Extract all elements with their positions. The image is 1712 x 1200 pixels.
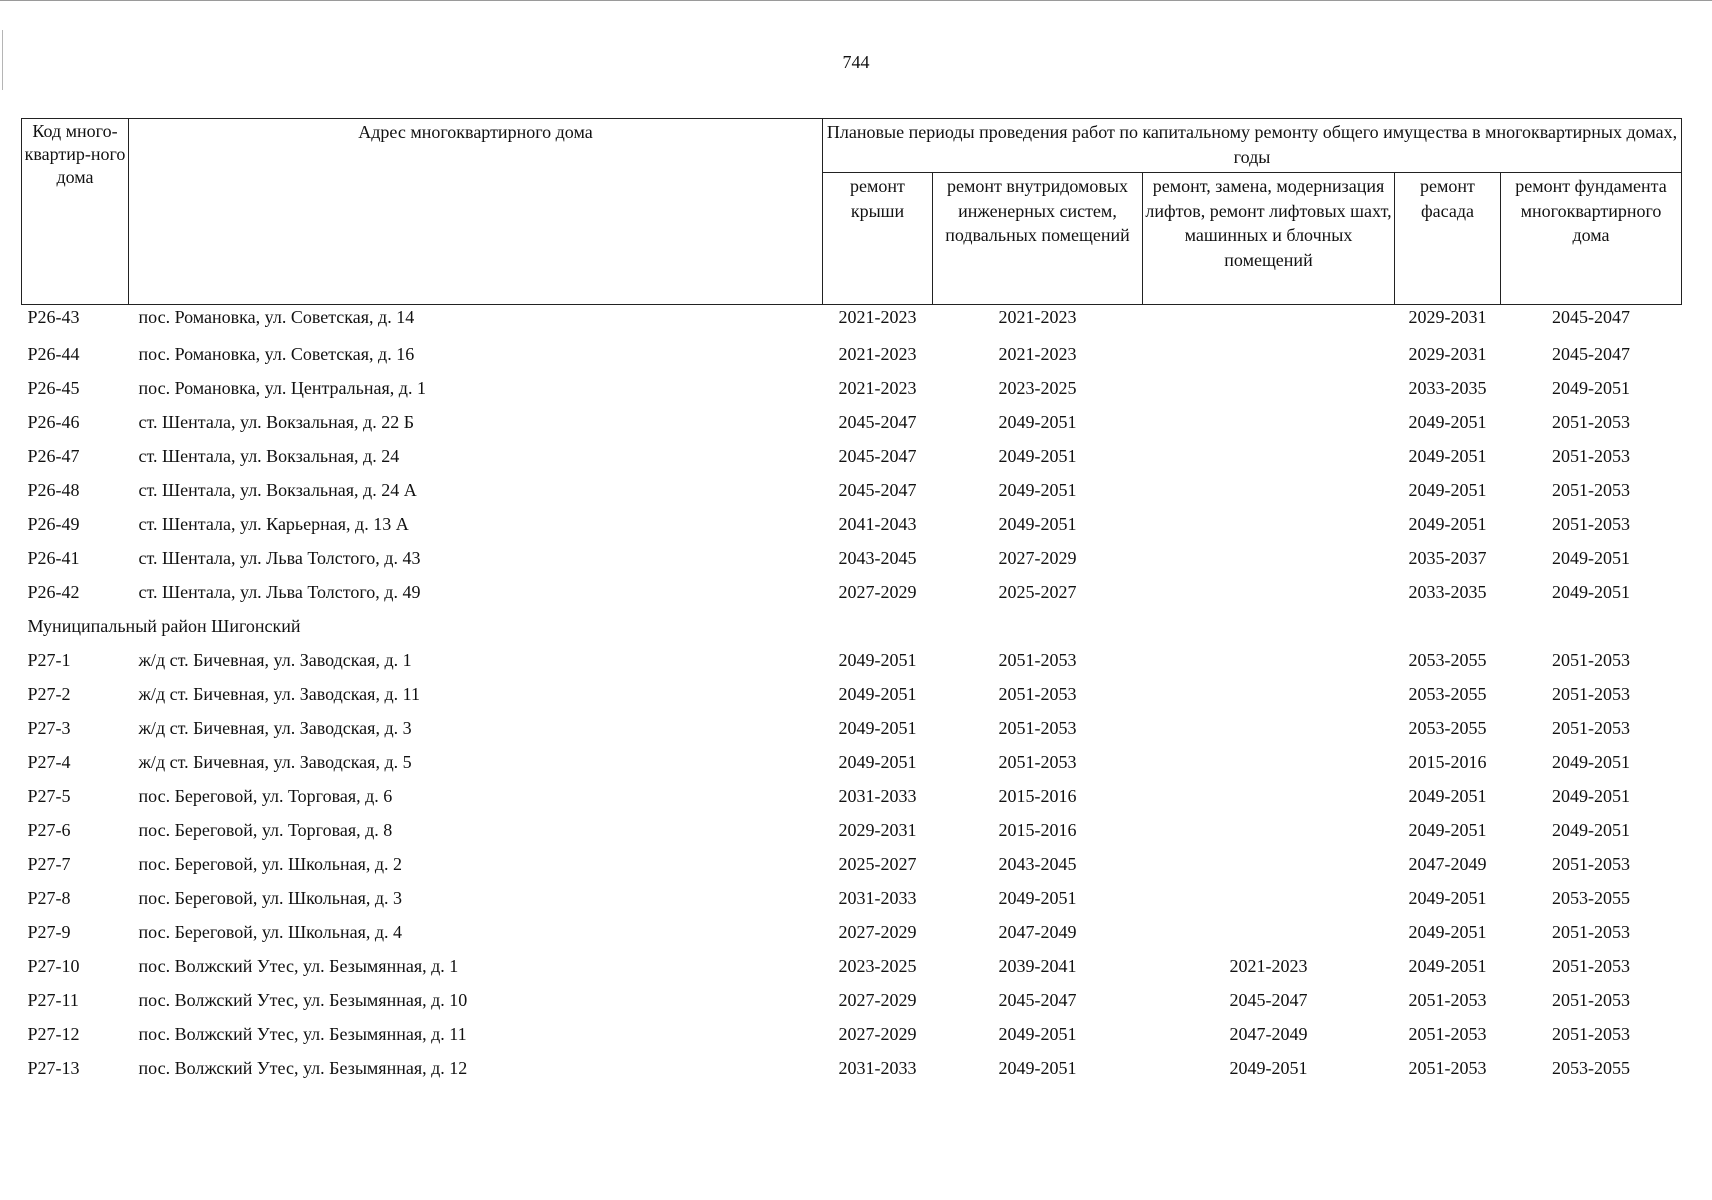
cell-elevators <box>1143 711 1395 745</box>
cell-systems: 2049-2051 <box>998 514 1077 534</box>
table-row <box>22 711 1682 745</box>
cell-code: Р27-4 <box>27 752 71 772</box>
cell-roof: 2027-2029 <box>838 922 917 942</box>
cell-systems: 2051-2053 <box>998 752 1077 772</box>
cell-elevators: 2047-2049 <box>1229 1024 1308 1044</box>
cell-roof: 2049-2051 <box>838 718 917 738</box>
cell-foundation: 2051-2053 <box>1552 514 1630 534</box>
cell-code: Р27-11 <box>27 990 79 1010</box>
cell-address: пос. Волжский Утес, ул. Безымянная, д. 11 <box>138 1024 467 1044</box>
table-row <box>22 337 1682 371</box>
cell-elevators: 2049-2051 <box>1229 1058 1308 1078</box>
cell-code: Р27-2 <box>27 684 71 704</box>
cell-foundation: 2051-2053 <box>1552 922 1630 942</box>
cell-systems: 2027-2029 <box>998 548 1077 568</box>
cell-elevators <box>1143 473 1395 507</box>
cell-systems: 2051-2053 <box>998 650 1077 670</box>
cell-roof: 2027-2029 <box>838 990 917 1010</box>
cell-foundation: 2053-2055 <box>1552 888 1630 908</box>
table-row <box>22 881 1682 915</box>
table-row <box>22 439 1682 473</box>
cell-address: пос. Романовка, ул. Советская, д. 16 <box>138 344 415 364</box>
cell-foundation: 2045-2047 <box>1552 344 1630 364</box>
cell-code: Р26-41 <box>27 548 80 568</box>
cell-systems: 2051-2053 <box>998 684 1077 704</box>
cell-address: пос. Волжский Утес, ул. Безымянная, д. 1 <box>138 956 459 976</box>
cell-systems: 2023-2025 <box>998 378 1077 398</box>
cell-elevators: 2045-2047 <box>1229 990 1308 1010</box>
section-row <box>22 609 1682 643</box>
cell-systems: 2049-2051 <box>998 412 1077 432</box>
cell-address: пос. Волжский Утес, ул. Безымянная, д. 10 <box>138 990 468 1010</box>
cell-roof: 2031-2033 <box>838 1058 917 1078</box>
table-row <box>22 1017 1682 1051</box>
cell-foundation: 2051-2053 <box>1552 854 1630 874</box>
cell-address: ж/д ст. Бичевная, ул. Заводская, д. 1 <box>138 650 412 670</box>
cell-elevators <box>1143 847 1395 881</box>
cell-code: Р27-9 <box>27 922 71 942</box>
cell-facade: 2049-2051 <box>1408 888 1487 908</box>
cell-elevators <box>1143 541 1395 575</box>
cell-facade: 2047-2049 <box>1408 854 1487 874</box>
table-row <box>22 575 1682 609</box>
cell-roof: 2049-2051 <box>838 752 917 772</box>
cell-systems: 2043-2045 <box>998 854 1077 874</box>
table-row <box>22 473 1682 507</box>
cell-facade: 2049-2051 <box>1408 514 1487 534</box>
cell-foundation: 2051-2053 <box>1552 718 1630 738</box>
column-header-address: Адрес многоквартирного дома <box>129 119 823 305</box>
cell-foundation: 2051-2053 <box>1552 990 1630 1010</box>
cell-roof: 2031-2033 <box>838 786 917 806</box>
document-sheet <box>21 118 1681 1085</box>
cell-elevators <box>1143 439 1395 473</box>
table-row <box>22 507 1682 541</box>
cell-elevators <box>1143 677 1395 711</box>
cell-code: Р27-5 <box>27 786 71 806</box>
cell-address: ст. Шентала, ул. Карьерная, д. 13 А <box>138 514 409 534</box>
column-header-elevators: ремонт, замена, модернизация лифтов, ремонт лифтовых шахт, машинных и блочных помещений <box>1143 173 1395 305</box>
cell-systems: 2047-2049 <box>998 922 1077 942</box>
table-row <box>22 915 1682 949</box>
cell-address: ж/д ст. Бичевная, ул. Заводская, д. 5 <box>138 752 412 772</box>
cell-roof: 2045-2047 <box>838 480 917 500</box>
cell-roof: 2045-2047 <box>838 446 917 466</box>
table-row <box>22 1051 1682 1085</box>
cell-systems: 2049-2051 <box>998 446 1077 466</box>
repair-schedule-table <box>21 118 1682 1085</box>
cell-foundation: 2049-2051 <box>1552 786 1630 806</box>
table-row <box>22 779 1682 813</box>
column-header-roof: ремонт крыши <box>823 173 933 305</box>
cell-facade: 2049-2051 <box>1408 480 1487 500</box>
cell-facade: 2053-2055 <box>1408 650 1487 670</box>
column-header-foundation: ремонт фундамента многоквартирного дома <box>1501 173 1682 305</box>
scan-edge-top <box>0 0 1712 1</box>
cell-systems: 2015-2016 <box>998 786 1077 806</box>
cell-systems: 2051-2053 <box>998 718 1077 738</box>
cell-systems: 2045-2047 <box>998 990 1077 1010</box>
cell-systems: 2049-2051 <box>998 1058 1077 1078</box>
cell-elevators <box>1143 745 1395 779</box>
cell-systems: 2049-2051 <box>998 888 1077 908</box>
cell-roof: 2049-2051 <box>838 650 917 670</box>
cell-address: ст. Шентала, ул. Вокзальная, д. 24 А <box>138 480 417 500</box>
cell-code: Р27-8 <box>27 888 71 908</box>
cell-facade: 2015-2016 <box>1408 752 1487 772</box>
cell-address: пос. Береговой, ул. Торговая, д. 8 <box>138 820 393 840</box>
cell-code: Р26-43 <box>27 307 80 327</box>
cell-elevators <box>1143 643 1395 677</box>
cell-facade: 2049-2051 <box>1408 446 1487 466</box>
cell-foundation: 2051-2053 <box>1552 650 1630 670</box>
cell-facade: 2033-2035 <box>1408 582 1487 602</box>
cell-code: Р27-3 <box>27 718 71 738</box>
table-row <box>22 371 1682 405</box>
cell-facade: 2049-2051 <box>1408 956 1487 976</box>
cell-systems: 2049-2051 <box>998 1024 1077 1044</box>
table-row <box>22 541 1682 575</box>
cell-roof: 2021-2023 <box>838 378 917 398</box>
cell-code: Р26-45 <box>27 378 80 398</box>
cell-facade: 2053-2055 <box>1408 718 1487 738</box>
table-row <box>22 949 1682 983</box>
cell-facade: 2051-2053 <box>1408 990 1487 1010</box>
table-row <box>22 405 1682 439</box>
cell-address: ж/д ст. Бичевная, ул. Заводская, д. 11 <box>138 684 420 704</box>
column-group-header-periods: Плановые периоды проведения работ по капитальному ремонту общего имущества в многоквартирных домах, годы <box>823 119 1682 173</box>
table-header <box>22 119 1682 305</box>
cell-code: Р26-47 <box>27 446 80 466</box>
cell-facade: 2053-2055 <box>1408 684 1487 704</box>
cell-foundation: 2051-2053 <box>1552 480 1630 500</box>
column-header-code: Код много-квартир-ного дома <box>22 119 129 305</box>
cell-facade: 2049-2051 <box>1408 412 1487 432</box>
cell-foundation: 2053-2055 <box>1552 1058 1630 1078</box>
table-row <box>22 813 1682 847</box>
table-row <box>22 745 1682 779</box>
cell-facade: 2049-2051 <box>1408 820 1487 840</box>
cell-systems: 2039-2041 <box>998 956 1077 976</box>
cell-foundation: 2051-2053 <box>1552 446 1630 466</box>
cell-code: Р26-42 <box>27 582 80 602</box>
cell-roof: 2049-2051 <box>838 684 917 704</box>
table-row <box>22 847 1682 881</box>
cell-roof: 2031-2033 <box>838 888 917 908</box>
page-number: 744 <box>842 52 870 72</box>
cell-systems: 2015-2016 <box>998 820 1077 840</box>
cell-code: Р27-7 <box>27 854 71 874</box>
column-header-facade: ремонт фасада <box>1395 173 1501 305</box>
cell-systems: 2049-2051 <box>998 480 1077 500</box>
cell-foundation: 2049-2051 <box>1552 548 1630 568</box>
cell-address: ст. Шентала, ул. Вокзальная, д. 24 <box>138 446 400 466</box>
cell-address: пос. Романовка, ул. Советская, д. 14 <box>138 307 415 327</box>
cell-foundation: 2051-2053 <box>1552 684 1630 704</box>
cell-foundation: 2051-2053 <box>1552 956 1630 976</box>
cell-foundation: 2051-2053 <box>1552 412 1630 432</box>
cell-elevators <box>1143 915 1395 949</box>
cell-code: Р26-46 <box>27 412 80 432</box>
section-title: Муниципальный район Шигонский <box>27 616 301 636</box>
column-header-systems: ремонт внутридомовых инженерных систем, подвальных помещений <box>933 173 1143 305</box>
cell-elevators <box>1143 305 1395 338</box>
table-body <box>22 305 1682 1086</box>
cell-elevators <box>1143 507 1395 541</box>
cell-foundation: 2049-2051 <box>1552 378 1630 398</box>
cell-address: ж/д ст. Бичевная, ул. Заводская, д. 3 <box>138 718 412 738</box>
cell-elevators <box>1143 881 1395 915</box>
cell-facade: 2029-2031 <box>1408 344 1487 364</box>
cell-foundation: 2049-2051 <box>1552 820 1630 840</box>
cell-systems: 2025-2027 <box>998 582 1077 602</box>
cell-facade: 2051-2053 <box>1408 1058 1487 1078</box>
cell-address: пос. Береговой, ул. Школьная, д. 4 <box>138 922 403 942</box>
cell-address: ст. Шентала, ул. Льва Толстого, д. 49 <box>138 582 421 602</box>
cell-systems: 2021-2023 <box>998 344 1077 364</box>
cell-elevators <box>1143 813 1395 847</box>
cell-address: пос. Береговой, ул. Школьная, д. 3 <box>138 888 403 908</box>
cell-facade: 2035-2037 <box>1408 548 1487 568</box>
cell-elevators <box>1143 337 1395 371</box>
cell-roof: 2041-2043 <box>838 514 917 534</box>
cell-roof: 2043-2045 <box>838 548 917 568</box>
cell-roof: 2021-2023 <box>838 344 917 364</box>
cell-elevators <box>1143 405 1395 439</box>
cell-elevators <box>1143 779 1395 813</box>
cell-foundation: 2049-2051 <box>1552 582 1630 602</box>
cell-facade: 2049-2051 <box>1408 786 1487 806</box>
cell-systems: 2021-2023 <box>998 307 1077 327</box>
cell-elevators: 2021-2023 <box>1229 956 1308 976</box>
cell-roof: 2027-2029 <box>838 582 917 602</box>
cell-elevators <box>1143 575 1395 609</box>
cell-address: пос. Романовка, ул. Центральная, д. 1 <box>138 378 426 398</box>
cell-roof: 2025-2027 <box>838 854 917 874</box>
cell-code: Р26-49 <box>27 514 80 534</box>
cell-code: Р26-44 <box>27 344 80 364</box>
cell-roof: 2027-2029 <box>838 1024 917 1044</box>
cell-code: Р27-10 <box>27 956 80 976</box>
table-row <box>22 305 1682 338</box>
cell-foundation: 2049-2051 <box>1552 752 1630 772</box>
cell-facade: 2051-2053 <box>1408 1024 1487 1044</box>
cell-roof: 2021-2023 <box>838 307 917 327</box>
cell-address: пос. Береговой, ул. Торговая, д. 6 <box>138 786 393 806</box>
table-row <box>22 677 1682 711</box>
cell-address: ст. Шентала, ул. Вокзальная, д. 22 Б <box>138 412 415 432</box>
cell-address: пос. Береговой, ул. Школьная, д. 2 <box>138 854 403 874</box>
table-row <box>22 643 1682 677</box>
cell-code: Р27-13 <box>27 1058 80 1078</box>
cell-roof: 2029-2031 <box>838 820 917 840</box>
table-row <box>22 983 1682 1017</box>
cell-foundation: 2045-2047 <box>1552 307 1630 327</box>
cell-roof: 2023-2025 <box>838 956 917 976</box>
cell-facade: 2029-2031 <box>1408 307 1487 327</box>
cell-code: Р26-48 <box>27 480 80 500</box>
cell-address: ст. Шентала, ул. Льва Толстого, д. 43 <box>138 548 421 568</box>
cell-facade: 2049-2051 <box>1408 922 1487 942</box>
cell-facade: 2033-2035 <box>1408 378 1487 398</box>
cell-address: пос. Волжский Утес, ул. Безымянная, д. 12 <box>138 1058 468 1078</box>
cell-code: Р27-1 <box>27 650 71 670</box>
cell-roof: 2045-2047 <box>838 412 917 432</box>
cell-foundation: 2051-2053 <box>1552 1024 1630 1044</box>
cell-elevators <box>1143 371 1395 405</box>
cell-code: Р27-12 <box>27 1024 80 1044</box>
cell-code: Р27-6 <box>27 820 71 840</box>
